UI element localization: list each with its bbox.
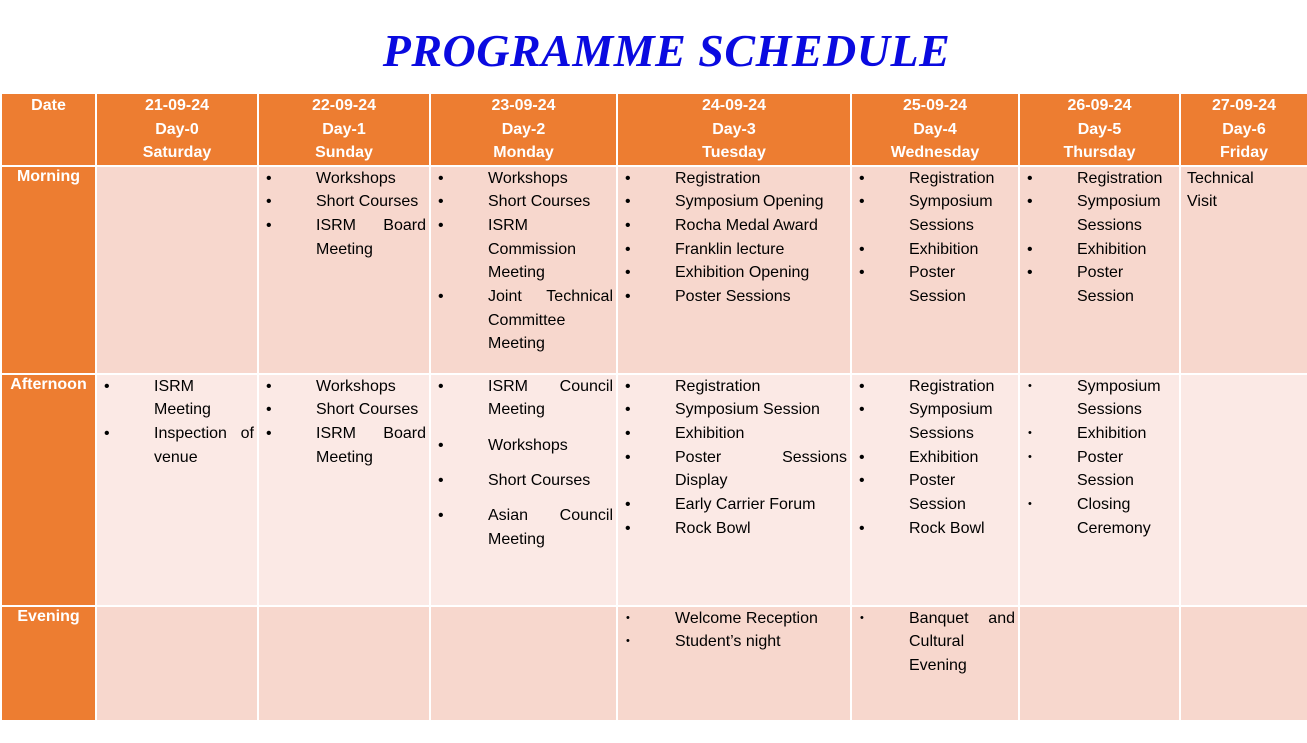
schedule-item [852, 375, 1018, 399]
schedule-item [618, 517, 850, 541]
schedule-item-text: Poster Session [1077, 264, 1134, 306]
schedule-item [97, 422, 257, 469]
schedule-item-text: Poster Sessions [675, 288, 791, 306]
bullet-icon: • [266, 401, 272, 419]
day-header: 22-09-24 Day-1 Sunday [258, 93, 430, 166]
schedule-item-text: Student’s night [675, 633, 781, 651]
schedule-item [852, 469, 1018, 516]
schedule-item [618, 607, 850, 631]
schedule-item-text: Short Courses [488, 471, 591, 489]
schedule-item [618, 214, 850, 238]
schedule-item-text: Registration [1077, 169, 1163, 187]
schedule-item-text: Exhibition Opening [675, 264, 810, 282]
bullet-icon: • [625, 169, 631, 187]
bullet-icon: • [1027, 193, 1033, 211]
schedule-item [852, 398, 1018, 445]
schedule-item [618, 375, 850, 399]
schedule-item [1020, 190, 1179, 237]
schedule-item [618, 446, 850, 493]
schedule-item [852, 446, 1018, 470]
schedule-item [618, 190, 850, 214]
bullet-icon: • [438, 193, 444, 211]
date-header: Date [1, 93, 96, 166]
schedule-item-text: Symposium Sessions [909, 193, 993, 234]
schedule-cell [617, 374, 851, 606]
schedule-item [259, 214, 429, 261]
schedule-item-text: Short Courses [488, 193, 591, 211]
bullet-icon: • [266, 216, 272, 234]
schedule-cell [617, 166, 851, 374]
schedule-list [852, 607, 1018, 678]
bullet-icon: • [625, 240, 631, 258]
schedule-item [431, 504, 616, 551]
bullet-icon: • [1027, 169, 1033, 187]
schedule-item-text: Workshops [488, 169, 568, 187]
bullet-icon: • [625, 448, 631, 466]
bullet-icon: • [1028, 450, 1032, 463]
schedule-item [618, 493, 850, 517]
bullet-icon: • [625, 424, 631, 442]
schedule-item [852, 190, 1018, 237]
schedule-item-text: ISRM Commission Meeting [488, 216, 577, 282]
schedule-item [1020, 446, 1179, 493]
schedule-item-text: Poster Session [909, 264, 966, 306]
day-header: 24-09-24 Day-3 Tuesday [617, 93, 851, 166]
schedule-cell [96, 374, 258, 606]
schedule-item [1020, 493, 1179, 540]
schedule-item-text: Asian Council Meeting [488, 507, 613, 548]
bullet-icon: • [860, 611, 864, 624]
schedule-item [852, 607, 1018, 678]
schedule-item-text: Exhibition [909, 240, 979, 258]
schedule-item [852, 261, 1018, 308]
schedule-list [431, 375, 616, 552]
day-header: 27-09-24 Day-6 Friday [1180, 93, 1307, 166]
schedule-list [618, 375, 850, 541]
schedule-item-text: Exhibition [1077, 240, 1147, 258]
schedule-cell [851, 166, 1019, 374]
row-label-morning: Morning [1, 166, 96, 374]
schedule-table [0, 92, 1307, 722]
schedule-cell [1019, 606, 1180, 721]
schedule-item-text: ISRM Board Meeting [316, 424, 426, 466]
bullet-icon: • [626, 635, 630, 648]
schedule-list [1020, 167, 1179, 309]
day-header: 26-09-24 Day-5 Thursday [1019, 93, 1180, 166]
schedule-cell [851, 374, 1019, 606]
schedule-item [1020, 238, 1179, 262]
schedule-item [431, 167, 616, 191]
schedule-cell [430, 606, 617, 721]
schedule-cell [1180, 166, 1307, 374]
schedule-item-text: Registration [675, 377, 761, 395]
schedule-cell [851, 606, 1019, 721]
bullet-icon: • [859, 240, 865, 258]
schedule-item-text: Registration [909, 169, 995, 187]
schedule-item [431, 214, 616, 285]
schedule-item-text: Rock Bowl [909, 519, 985, 537]
bullet-icon: • [859, 264, 865, 282]
schedule-cell [258, 374, 430, 606]
bullet-icon: • [266, 193, 272, 211]
schedule-item-text: Short Courses [316, 401, 419, 419]
morning-row [1, 166, 1307, 374]
bullet-icon: • [859, 169, 865, 187]
bullet-icon: • [1028, 498, 1032, 511]
schedule-item-text: Exhibition [675, 424, 745, 442]
bullet-icon: • [859, 519, 865, 537]
bullet-icon: • [625, 377, 631, 395]
bullet-icon: • [625, 401, 631, 419]
schedule-item-text: Registration [909, 377, 995, 395]
schedule-list [852, 167, 1018, 309]
schedule-item-text: Symposium Sessions [1077, 377, 1161, 419]
schedule-item-text: Joint Technical Committee Meeting [488, 288, 613, 353]
day-header: 21-09-24 Day-0 Saturday [96, 93, 258, 166]
schedule-item [431, 190, 616, 214]
bullet-icon: • [1027, 240, 1033, 258]
schedule-item [852, 238, 1018, 262]
bullet-icon: • [625, 216, 631, 234]
schedule-list [618, 607, 850, 654]
bullet-icon: • [1028, 379, 1032, 392]
schedule-item [852, 517, 1018, 541]
schedule-item [1020, 375, 1179, 422]
schedule-list [852, 375, 1018, 541]
bullet-icon: • [859, 448, 865, 466]
schedule-item [259, 190, 429, 214]
schedule-cell [430, 166, 617, 374]
schedule-item-text: Symposium Sessions [909, 401, 993, 442]
bullet-icon: • [438, 377, 444, 395]
schedule-item-text: Exhibition [1077, 424, 1147, 442]
row-label-afternoon: Afternoon [1, 374, 96, 606]
bullet-icon: • [625, 519, 631, 537]
schedule-item-text: ISRM Meeting [154, 377, 211, 419]
schedule-cell [258, 606, 430, 721]
bullet-icon: • [438, 471, 444, 489]
schedule-item [259, 375, 429, 399]
schedule-item-text: Welcome Reception [675, 609, 818, 627]
schedule-item [852, 167, 1018, 191]
bullet-icon: • [266, 424, 272, 442]
schedule-list [259, 375, 429, 470]
evening-row [1, 606, 1307, 721]
schedule-item-text: Workshops [316, 377, 396, 395]
bullet-icon: • [104, 424, 110, 442]
schedule-item [618, 630, 850, 654]
schedule-item-text: Symposium Sessions [1077, 193, 1161, 234]
schedule-item [618, 285, 850, 309]
header-row [1, 93, 1307, 166]
row-label-evening: Evening [1, 606, 96, 721]
schedule-cell [617, 606, 851, 721]
schedule-list [431, 167, 616, 357]
bullet-icon: • [438, 216, 444, 234]
bullet-icon: • [266, 169, 272, 187]
schedule-item-text: Franklin lecture [675, 240, 785, 258]
afternoon-row [1, 374, 1307, 606]
day-header: 23-09-24 Day-2 Monday [430, 93, 617, 166]
schedule-cell [96, 606, 258, 721]
schedule-cell [1019, 166, 1180, 374]
bullet-icon: • [438, 288, 444, 306]
schedule-cell [258, 166, 430, 374]
schedule-list [259, 167, 429, 262]
schedule-item [618, 398, 850, 422]
schedule-item [259, 422, 429, 469]
bullet-icon: • [438, 169, 444, 187]
schedule-item-text: Early Carrier Forum [675, 496, 816, 514]
schedule-item [259, 167, 429, 191]
schedule-item-text: Workshops [488, 436, 568, 454]
bullet-icon: • [859, 377, 865, 395]
bullet-icon: • [1028, 426, 1032, 439]
schedule-cell [1180, 606, 1307, 721]
schedule-item [618, 422, 850, 446]
schedule-item-text: Inspection of venue [154, 424, 254, 466]
bullet-icon: • [626, 611, 630, 624]
schedule-list [97, 375, 257, 470]
schedule-item-text: Poster Session [1077, 448, 1134, 490]
bullet-icon: • [1027, 264, 1033, 282]
schedule-item [431, 469, 616, 493]
schedule-item-text: Short Courses [316, 193, 419, 211]
schedule-cell [96, 166, 258, 374]
schedule-item-text: Closing Ceremony [1077, 496, 1151, 537]
schedule-item [431, 434, 616, 458]
schedule-item [431, 285, 616, 356]
bullet-icon: • [438, 507, 444, 525]
schedule-item [97, 375, 257, 422]
schedule-item-text: Registration [675, 169, 761, 187]
page-title: PROGRAMME SCHEDULE [382, 25, 951, 76]
schedule-item-text: Symposium Session [675, 401, 820, 419]
bullet-icon: • [859, 472, 865, 490]
schedule-list [618, 167, 850, 309]
schedule-cell [1180, 374, 1307, 606]
schedule-item [1020, 167, 1179, 191]
schedule-cell [1019, 374, 1180, 606]
schedule-item [618, 238, 850, 262]
schedule-item [431, 375, 616, 422]
schedule-item-text: Poster Sessions Display [675, 448, 847, 490]
bullet-icon: • [859, 401, 865, 419]
schedule-item-text: Rock Bowl [675, 519, 751, 537]
day-header: 25-09-24 Day-4 Wednesday [851, 93, 1019, 166]
schedule-item-text: Banquet and Cultural Evening [909, 609, 1015, 674]
bullet-icon: • [438, 436, 444, 454]
schedule-item-text: Exhibition [909, 448, 979, 466]
schedule-item-text: Symposium Opening [675, 193, 824, 211]
schedule-item-text: ISRM Board Meeting [316, 216, 426, 258]
schedule-item [259, 398, 429, 422]
schedule-item-text: Rocha Medal Award [675, 216, 818, 234]
bullet-icon: • [859, 193, 865, 211]
schedule-item-text: ISRM Council Meeting [488, 377, 613, 419]
schedule-item [618, 261, 850, 285]
schedule-item [618, 167, 850, 191]
schedule-item-text: Workshops [316, 169, 396, 187]
schedule-cell [430, 374, 617, 606]
schedule-item [1020, 261, 1179, 308]
bullet-icon: • [625, 496, 631, 514]
schedule-list [1020, 375, 1179, 541]
bullet-icon: • [625, 264, 631, 282]
bullet-icon: • [266, 377, 272, 395]
bullet-icon: • [625, 193, 631, 211]
bullet-icon: • [104, 377, 110, 395]
schedule-item [1020, 422, 1179, 446]
schedule-text: Technical Visit [1187, 169, 1254, 211]
schedule-item-text: Poster Session [909, 472, 966, 514]
bullet-icon: • [625, 288, 631, 306]
